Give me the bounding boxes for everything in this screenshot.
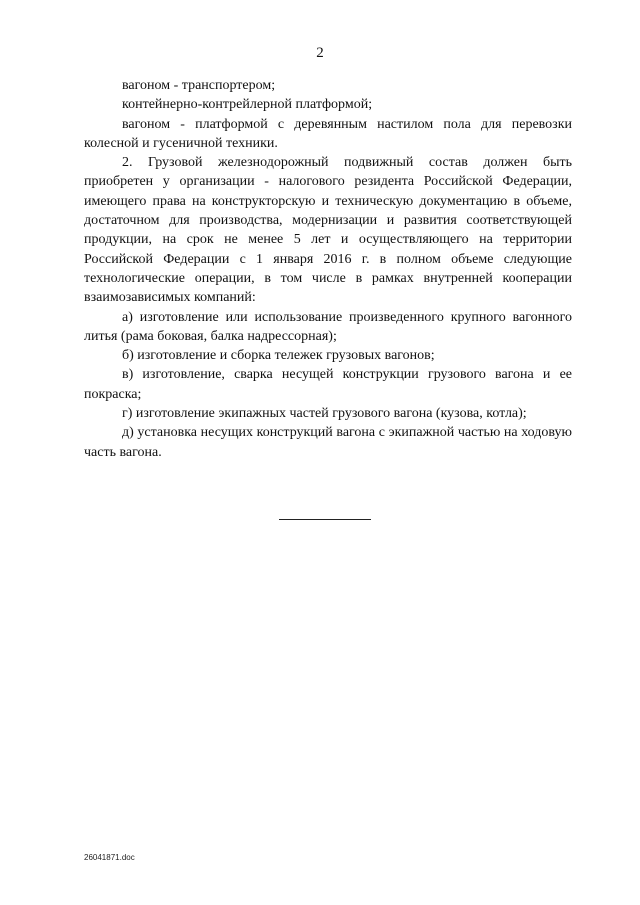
end-divider-line [279,519,371,520]
document-body [84,76,572,462]
page-number: 2 [316,45,324,61]
paragraph: а) изготовление или использование произведенного крупного вагонного литья (рама боковая, балка надрессорная); [84,309,572,344]
document-file-code: 26041871.doc [84,853,135,862]
paragraph: б) изготовление и сборка тележек грузовых вагонов; [122,348,435,364]
paragraph: вагоном - транспортером; [122,78,276,93]
paragraph: вагоном - платформой с деревянным настилом пола для перевозки колесной и гусеничной техники. [84,116,572,151]
paragraph: д) установка несущих конструкций вагона с экипажной частью на ходовую часть вагона. [84,425,572,460]
paragraph: 2. Грузовой железнодорожный подвижный состав должен быть приобретен у организации - налогового резидента Российской Федерации, имеющего права на конструкторскую и техническую документацию в объеме, достаточном для производства, модернизации и развития соответствующей продукции, на срок не менее 5 лет и осуществляющего на территории Российской Федерации с 1 января 2016 г. в полном объеме следующие технологические операции, в том числе в рамках внутренней кооперации взаимозависимых компаний: [84,155,572,306]
paragraph: контейнерно-контрейлерной платформой; [122,97,373,113]
paragraph: в) изготовление, сварка несущей конструкции грузового вагона и ее покраска; [84,367,572,402]
paragraph: г) изготовление экипажных частей грузового вагона (кузова, котла); [122,406,527,422]
